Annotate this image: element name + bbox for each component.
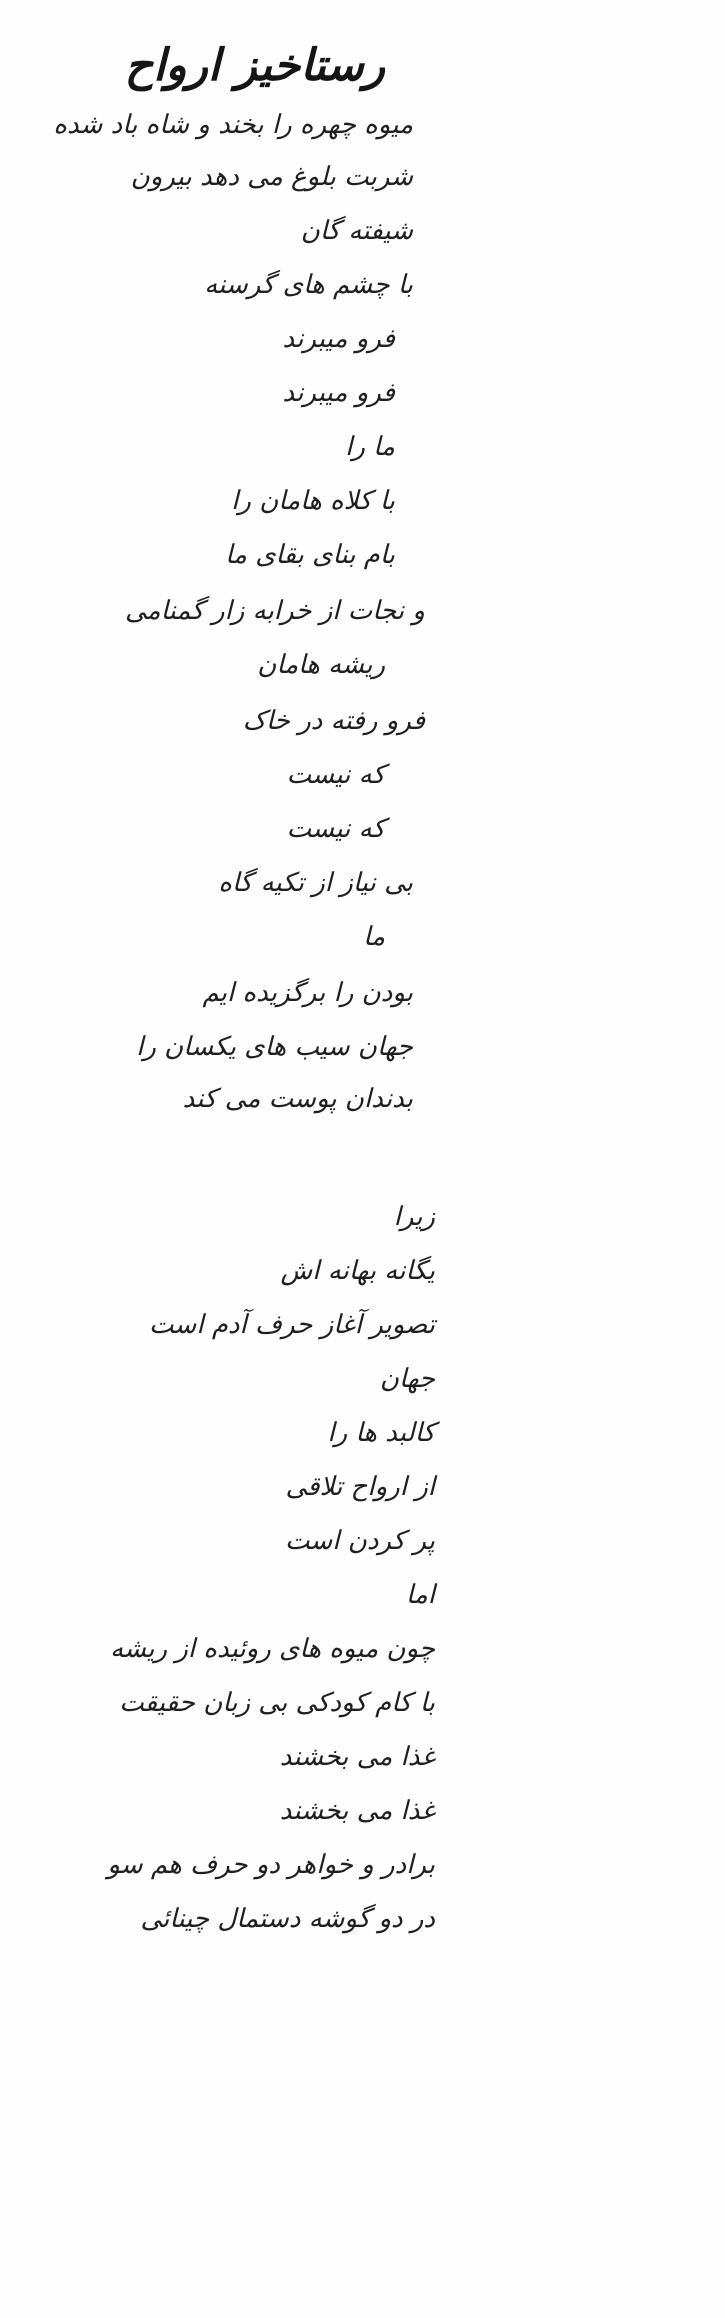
poem-line: برادر و خواهر دو حرف هم سو	[107, 1850, 435, 1880]
poem-line: و نجات از خرابه زار گمنامی	[124, 596, 425, 626]
poem-line: ما	[363, 922, 385, 952]
poem-line: ریشه هامان	[257, 650, 385, 680]
poem-line: تصویر آغاز حرف آدم است	[149, 1310, 435, 1340]
poem-line: غذا می بخشند	[279, 1796, 435, 1826]
poem-line: کالبد ها را	[327, 1418, 435, 1448]
poem-line: چون میوه های روئیده از ریشه	[110, 1634, 435, 1664]
poem-line: یگانه بهانه اش	[280, 1256, 435, 1286]
poem-line: زیرا	[393, 1202, 435, 1232]
poem-line: با کلاه هامان را	[231, 486, 395, 516]
poem-line: بودن را برگزیده ایم	[202, 978, 413, 1008]
poem-line: با چشم های گرسنه	[204, 270, 413, 300]
poem-line: پر کردن است	[284, 1526, 435, 1556]
poem-line: که نیست	[286, 760, 385, 790]
poem-line: جهان	[379, 1364, 435, 1394]
poem-line: فرو رفته در خاک	[242, 706, 425, 736]
poem-line: در دو گوشه دستمال چینائی	[140, 1904, 435, 1934]
poem-line: بام بنای بقای ما	[225, 540, 395, 570]
poem-line: شربت بلوغ می دهد بیرون	[130, 162, 413, 192]
poem-line: بی نیاز از تکیه گاه	[218, 868, 413, 898]
poem-line: میوه چهره را بخند و شاه باد شده	[53, 110, 413, 140]
poem-title: رستاخیز ارواح	[124, 40, 385, 91]
poem-line: فرو میبرند	[282, 324, 395, 354]
poem-line: ما را	[345, 432, 395, 462]
poem-line: جهان سیب های یکسان را	[136, 1032, 413, 1062]
poem-line: اما	[405, 1580, 435, 1610]
poem-line: بدندان پوست می کند	[182, 1084, 413, 1114]
poem-line: شیفته گان	[300, 216, 413, 246]
poem-line: فرو میبرند	[282, 378, 395, 408]
poem-line: از ارواح تلاقی	[285, 1472, 435, 1502]
poem-line: غذا می بخشند	[279, 1742, 435, 1772]
poem-line: با کام کودکی بی زبان حقیقت	[119, 1688, 435, 1718]
poem-line: که نیست	[286, 814, 385, 844]
